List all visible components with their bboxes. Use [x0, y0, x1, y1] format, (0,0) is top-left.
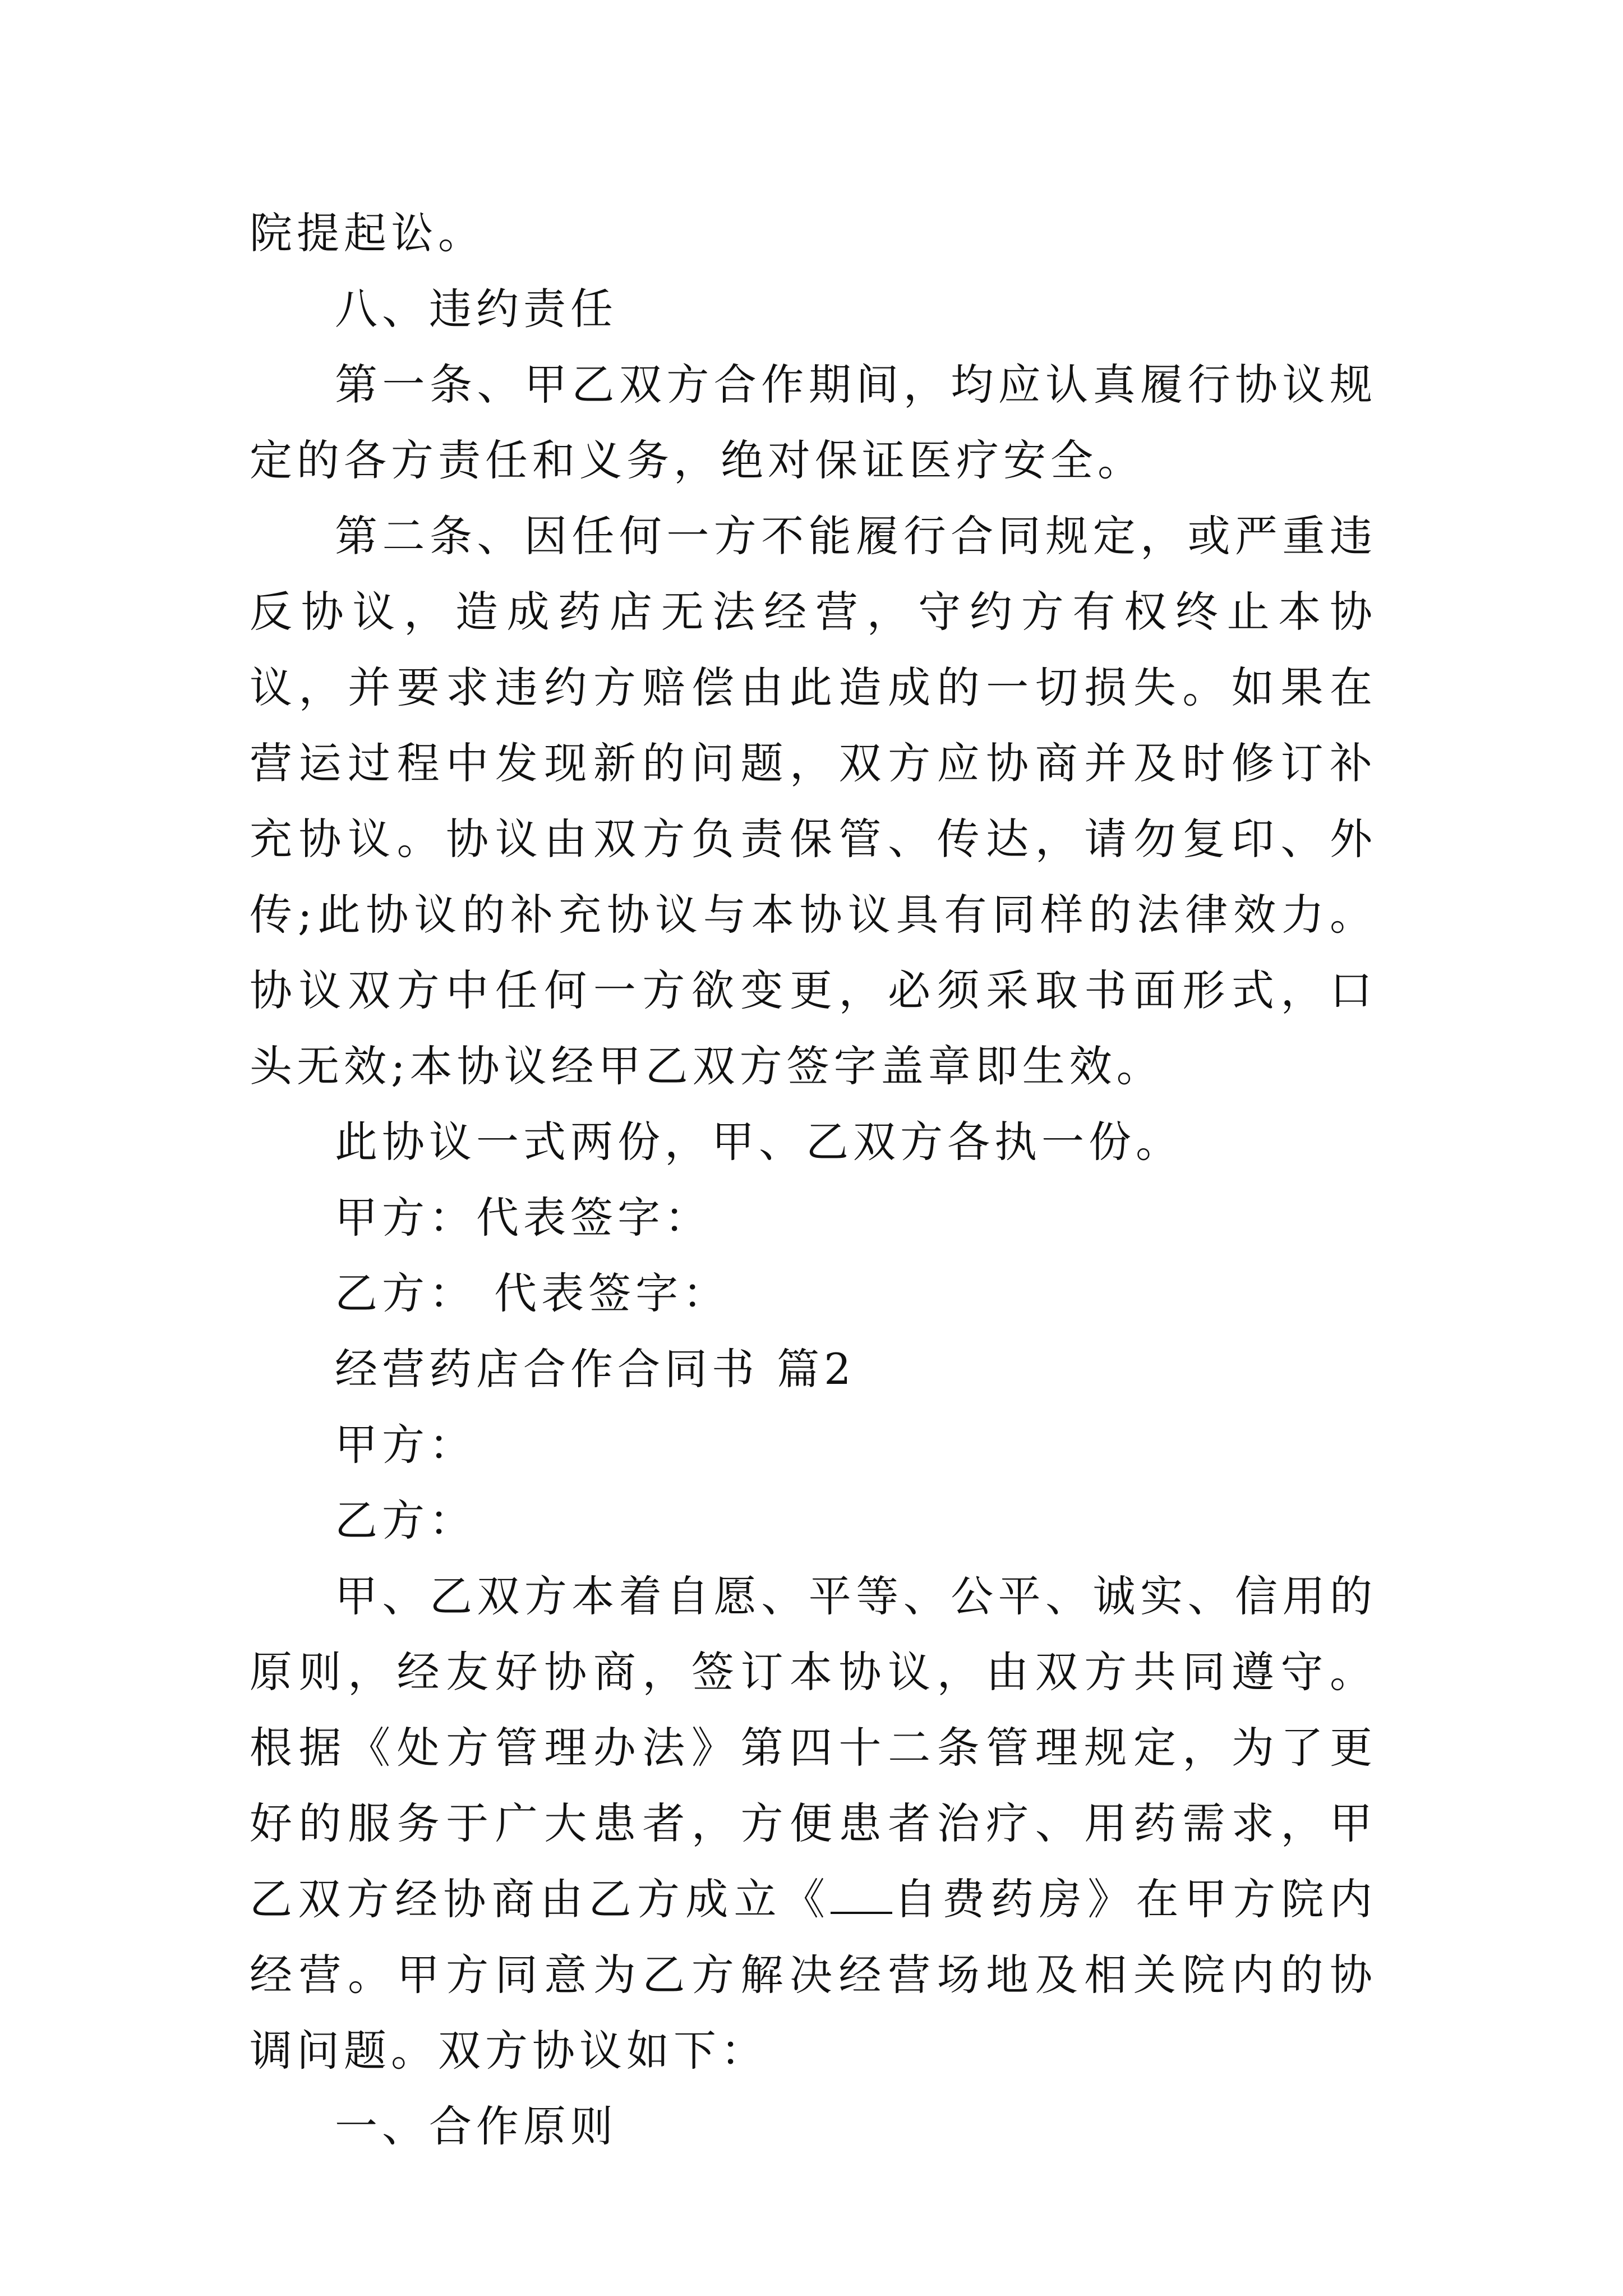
fill-in-blank: [831, 1878, 892, 1914]
party-a-label: 甲方：: [335, 1420, 476, 1470]
document-body: [250, 195, 1377, 2164]
paragraph-lawsuit-tail: 院提起讼。: [250, 208, 485, 258]
heading-breach-liability: 八、违约责任: [335, 284, 617, 334]
section-title-part-2: 经营药店合作合同书 篇2: [335, 1344, 856, 1394]
signature-party-b: 乙方： 代表签字：: [335, 1268, 730, 1318]
paragraph-copies: 此协议一式两份，甲、乙双方各执一份。: [335, 1117, 1183, 1167]
signature-party-a: 甲方：代表签字：: [335, 1193, 712, 1243]
paragraph-cooperation-intro: [250, 1558, 1377, 2088]
cooperation-text-before-blank: 甲、乙双方本着自愿、平等、公平、诚实、信用的原则，经友好协商，签订本协议，由双方共同遵守。根据《处方管理办法》第四十二条管理规定，为了更好的服务于广大患者，方便患者治疗、用药需求，甲乙双方经协商由乙方成立《: [250, 1571, 1377, 1924]
party-b-label: 乙方：: [335, 1496, 476, 1545]
heading-cooperation-principles: 一、合作原则: [335, 2101, 617, 2151]
paragraph-article-two: 第二条、因任何一方不能履行合同规定，或严重违反协议，造成药店无法经营，守约方有权终止本协议，并要求违约方赔偿由此造成的一切损失。如果在营运过程中发现新的问题，双方应协商并及时修订补充协议。协议由双方负责保管、传达，请勿复印、外传;此协议的补充协议与本协议具有同样的法律效力。协议双方中任何一方欲变更，必须采取书面形式，口头无效;本协议经甲乙双方签字盖章即生效。: [250, 511, 1377, 1091]
cooperation-text-after-blank: 自费药房》在甲方院内经营。甲方同意为乙方解决经营场地及相关院内的协调问题。双方协议如下：: [250, 1874, 1377, 2076]
paragraph-article-one: 第一条、甲乙双方合作期间，均应认真履行协议规定的各方责任和义务，绝对保证医疗安全。: [250, 360, 1377, 485]
